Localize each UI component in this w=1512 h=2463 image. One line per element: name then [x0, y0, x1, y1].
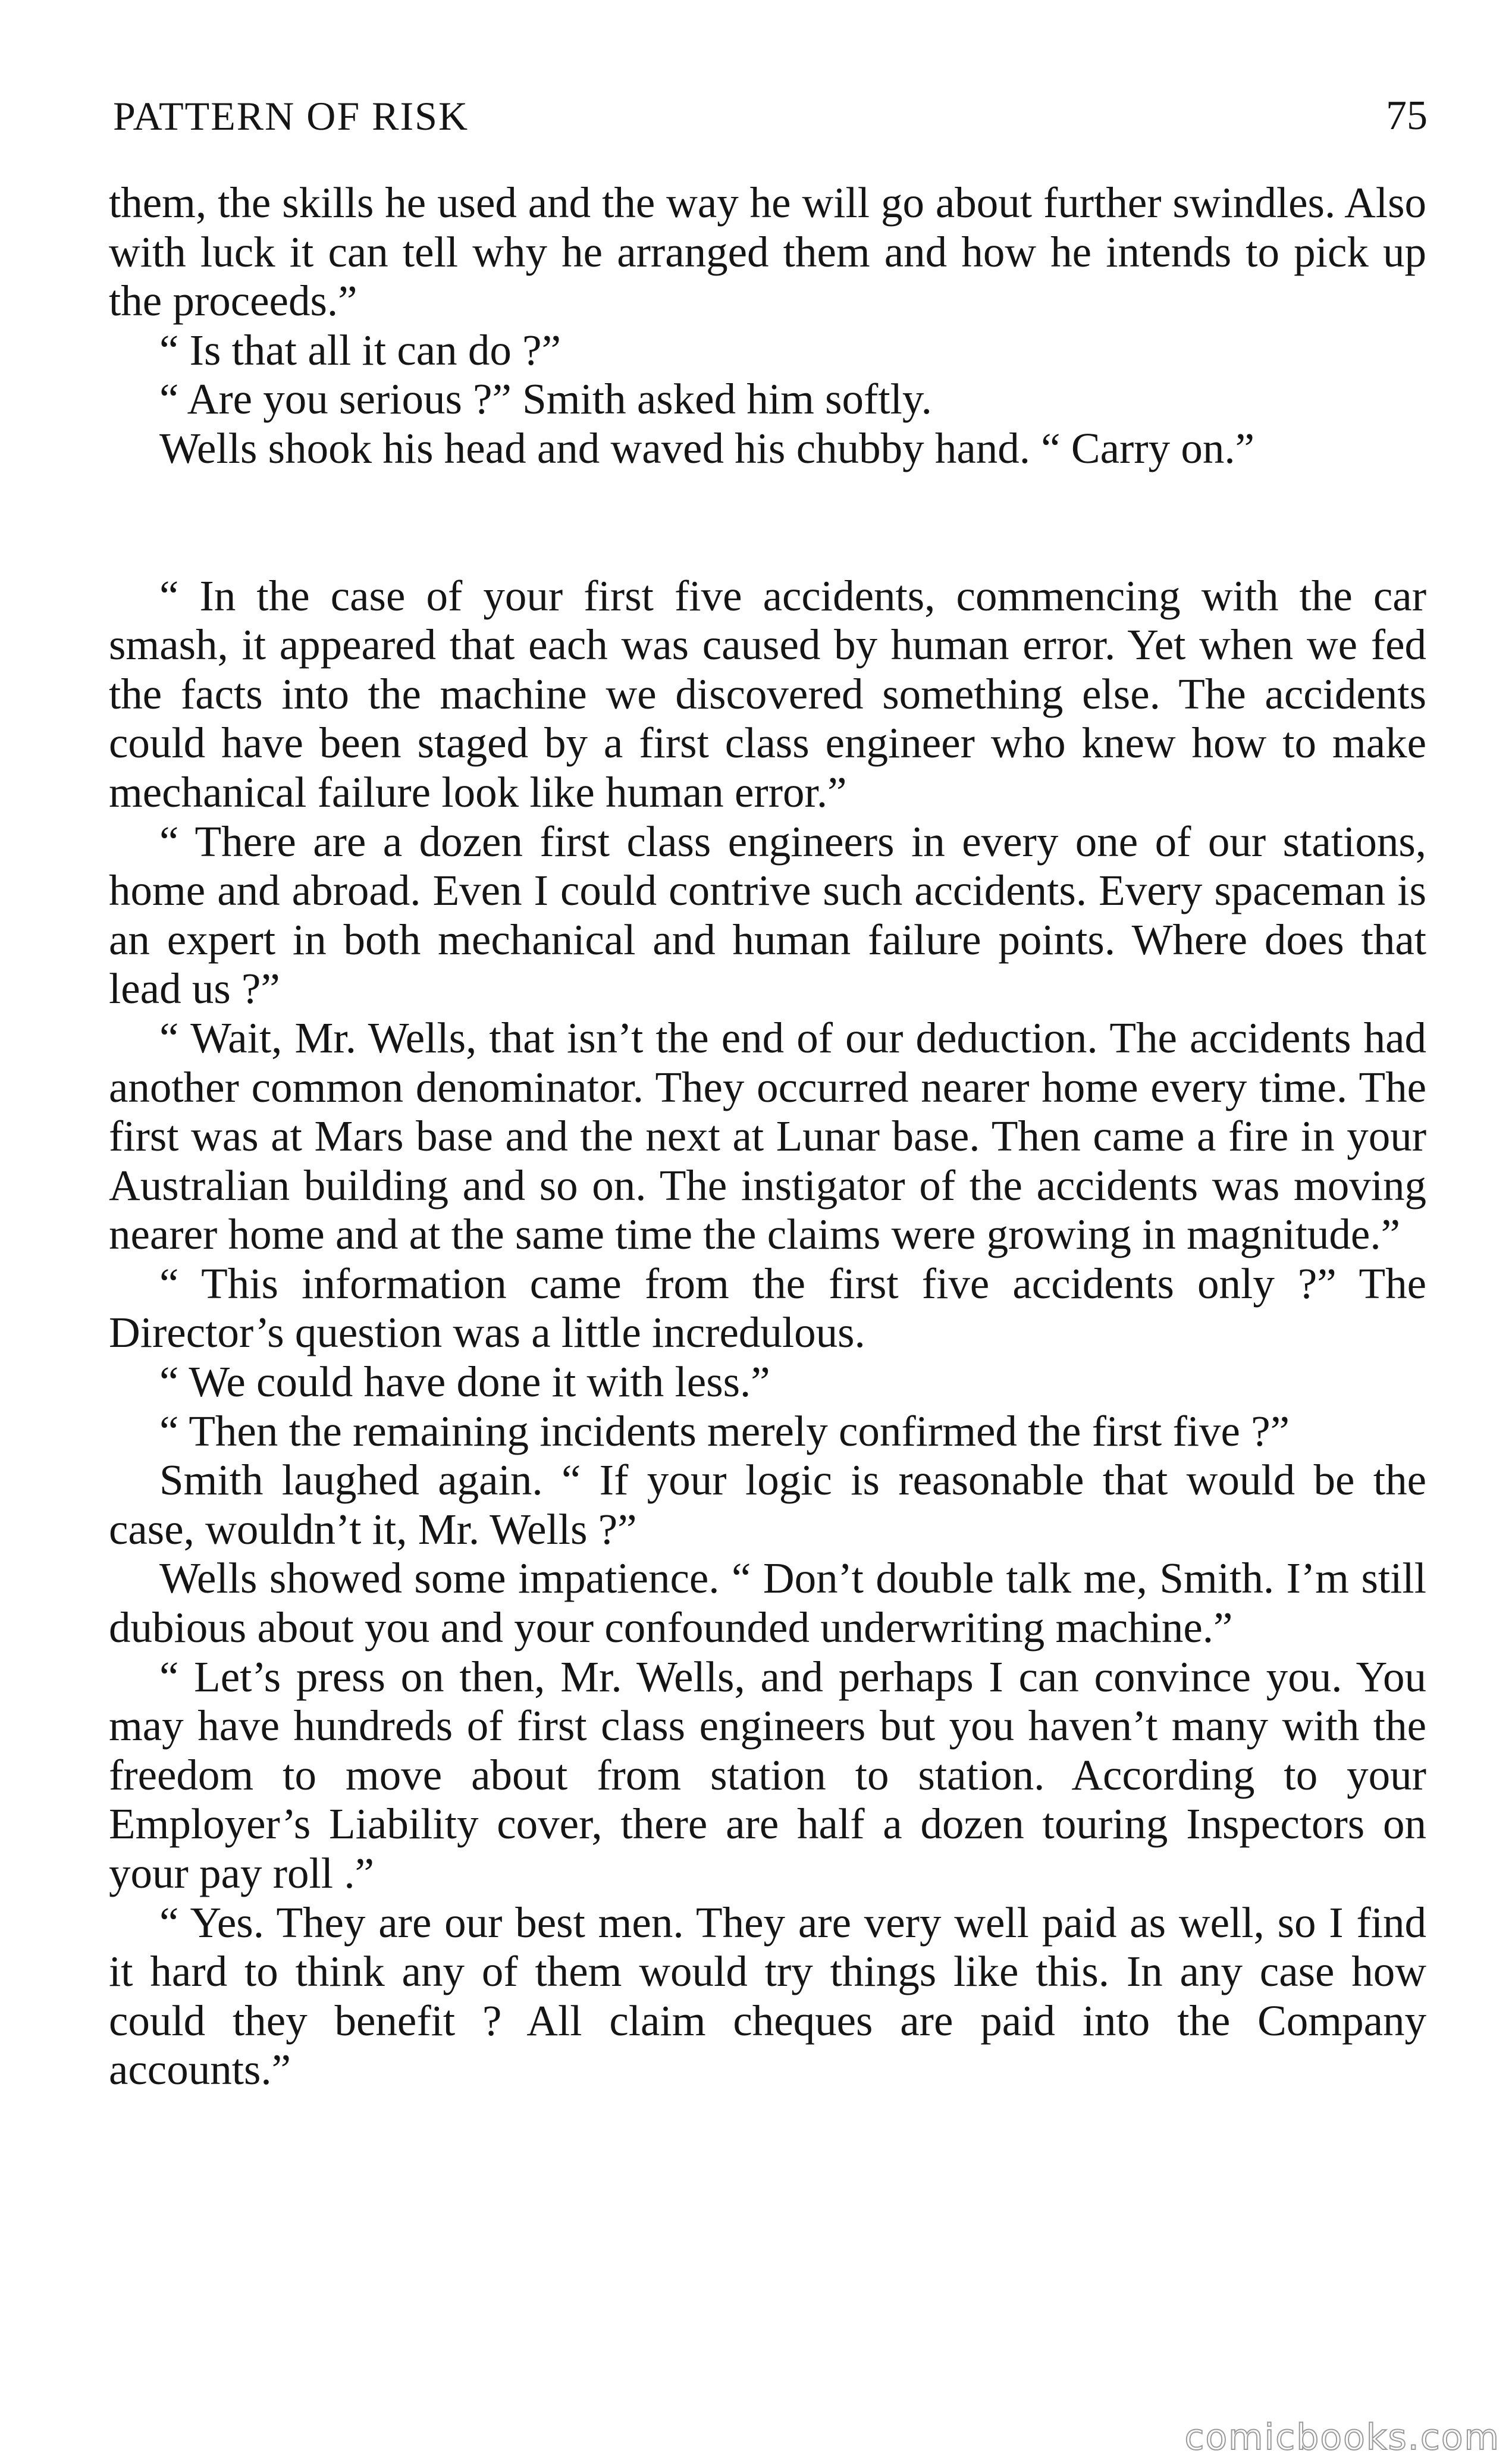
paragraph: “ Wait, Mr. Wells, that isn’t the end of our deduction. The accidents had another common denominator. They occurred nearer home every time. The first was at Mars base and the next at Lunar base. Then came a fire in your Australian building and so on. The instigator of the accidents was moving nearer home and at the same time the claims were growing in magnitude.”: [109, 1013, 1426, 1259]
paragraph: “ Is that all it can do ?”: [159, 325, 561, 374]
paragraph: Wells showed some impatience. “ Don’t double talk me, Smith. I’m still dubious about you and your confounded underwriting machine.”: [109, 1554, 1426, 1652]
body-text: [109, 178, 1426, 2095]
page-header: [113, 89, 1428, 143]
page-number: 75: [1386, 93, 1428, 139]
paragraph: “ This information came from the first five accidents only ?” The Director’s question was a little incredulous.: [109, 1259, 1426, 1357]
paragraph: “ Let’s press on then, Mr. Wells, and perhaps I can convince you. You may have hundreds of first class engineers but you haven’t many with the freedom to move about from station to station. According to your Employer’s Liability cover, there are half a dozen touring Inspectors on your pay roll .”: [109, 1652, 1426, 1897]
running-title: PATTERN OF RISK: [113, 93, 469, 139]
paragraph: them, the skills he used and the way he will go about further swindles. Also with luck it can tell why he arranged them and how he intends to pick up the proceeds.”: [109, 178, 1426, 325]
paragraph: “ Then the remaining incidents merely confirmed the first five ?”: [159, 1406, 1290, 1455]
paragraph: Wells shook his head and waved his chubby hand. “ Carry on.”: [159, 424, 1255, 472]
watermark: comicbooks.com: [1184, 2417, 1500, 2458]
paragraph: “ Yes. They are our best men. They are very well paid as well, so I find it hard to think any of them would try things like this. In any case how could they benefit ? All claim cheques are paid into the Company accounts.”: [109, 1898, 1426, 2094]
paragraph: “ Are you serious ?” Smith asked him softly.: [159, 375, 932, 424]
paragraph: “ There are a dozen first class engineers in every one of our stations, home and abroad. Even I could contrive such accidents. Every spaceman is an expert in both mechanical and human failure points. Where does that lead us ?”: [109, 817, 1426, 1013]
paragraph: “ In the case of your first five accidents, commencing with the car smash, it appeared that each was caused by human error. Yet when we fed the facts into the machine we discovered something else. The accidents could have been staged by a first class engineer who knew how to make mechanical failure look like human error.”: [109, 571, 1426, 816]
paragraph: Smith laughed again. “ If your logic is reasonable that would be the case, wouldn’t it, Mr. Wells ?”: [109, 1456, 1426, 1553]
paragraph: “ We could have done it with less.”: [159, 1358, 770, 1406]
